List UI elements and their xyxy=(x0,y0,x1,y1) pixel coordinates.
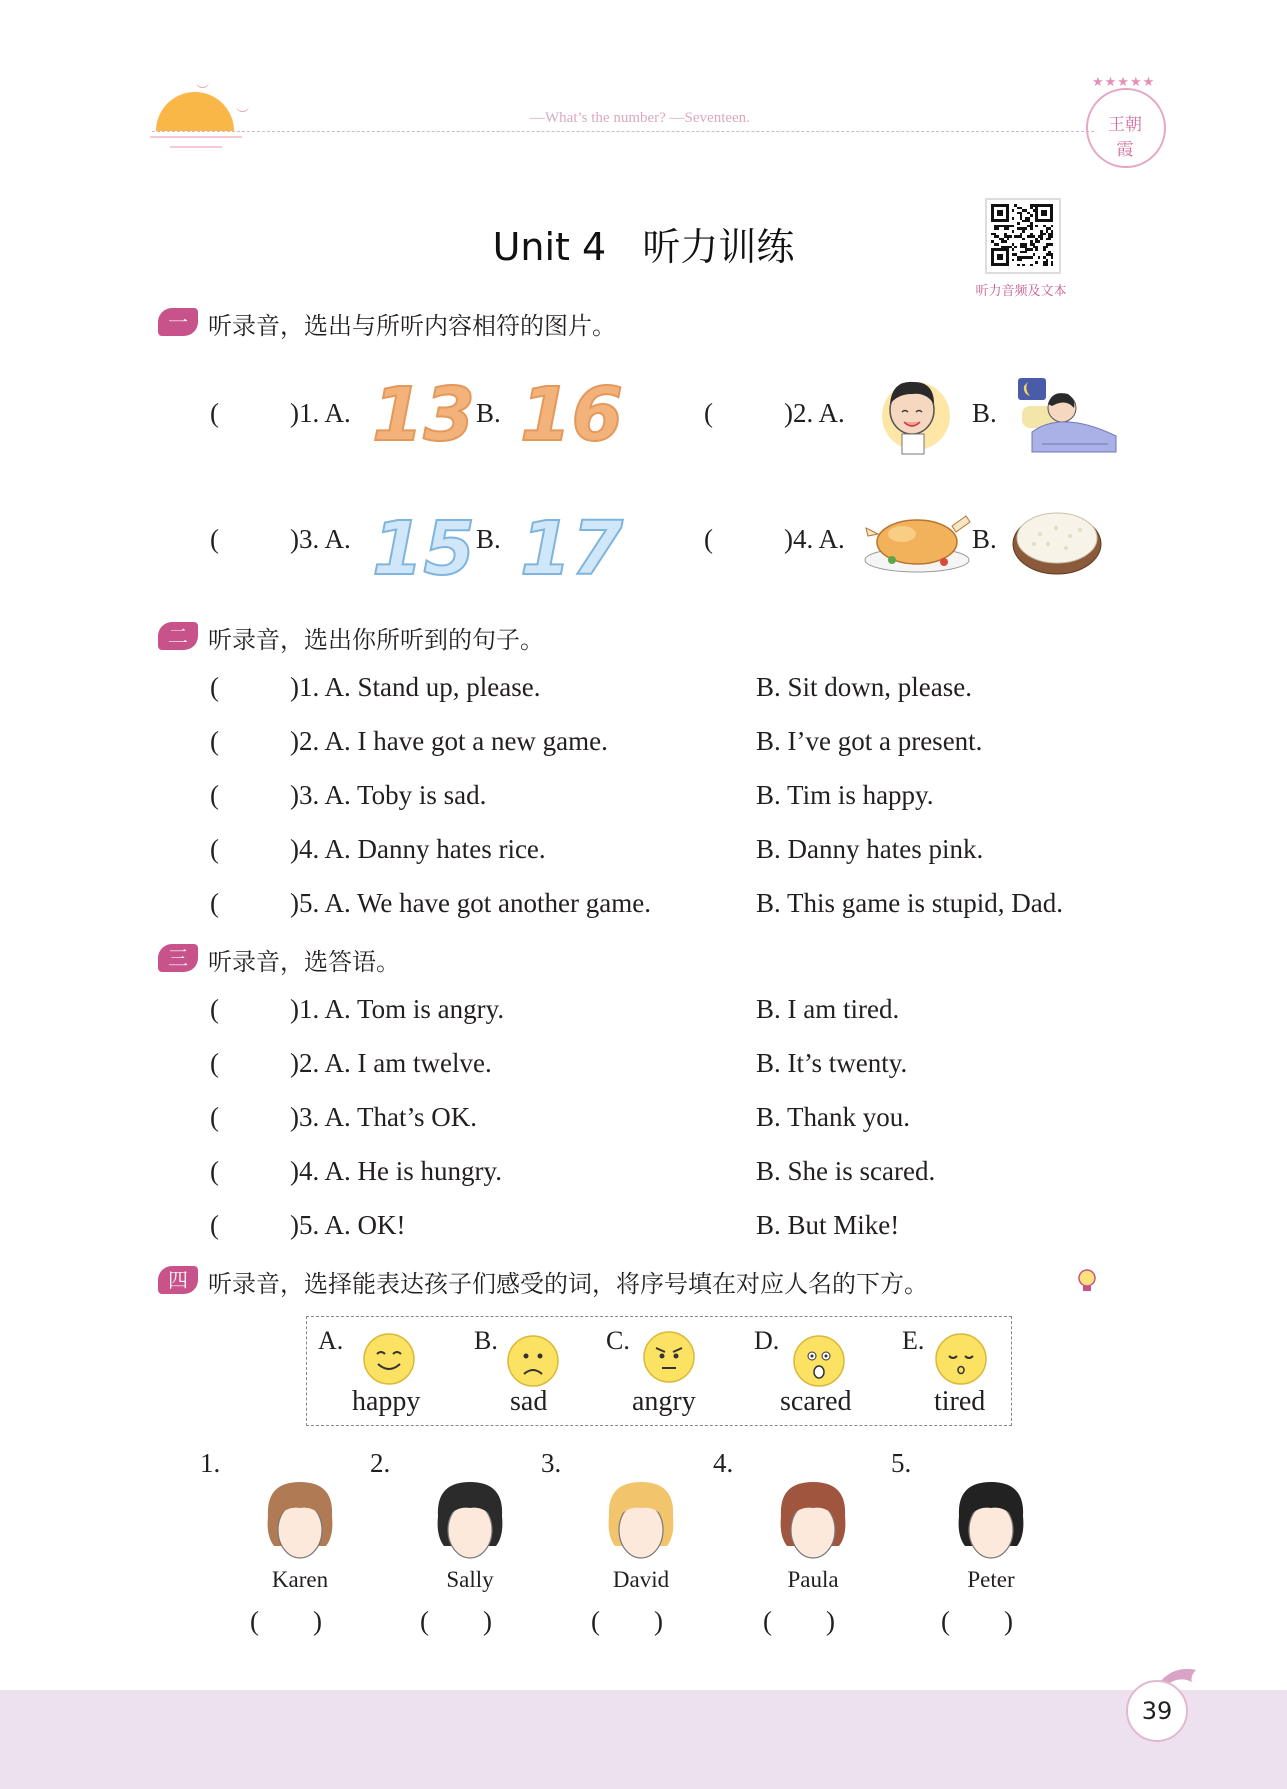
answer-paren[interactable]: ( xyxy=(210,672,219,702)
section-instruction: 听录音，选择能表达孩子们感受的词，将序号填在对应人名的下方。 xyxy=(208,1270,928,1298)
option-a: )4. A. Danny hates rice. xyxy=(290,834,546,864)
qr-module xyxy=(1043,233,1046,236)
qr-module xyxy=(1035,261,1038,264)
feeling-letter: C. xyxy=(606,1326,630,1355)
qr-module xyxy=(1051,243,1054,246)
kid-name: Paula xyxy=(787,1567,839,1592)
section-number: 二 xyxy=(158,622,198,650)
feeling-word: tired xyxy=(934,1386,986,1417)
option-a: )3. A. Toby is sad. xyxy=(290,780,487,810)
feeling-letter: A. xyxy=(318,1326,344,1355)
qr-module xyxy=(1051,264,1054,267)
qr-caption: 听力音频及文本 xyxy=(975,284,1067,299)
qr-module xyxy=(1030,248,1033,251)
question-number: 4. xyxy=(793,524,814,554)
kid-name: Peter xyxy=(967,1567,1015,1592)
feeling-word: angry xyxy=(632,1386,696,1417)
logo-text: 王朝霞 xyxy=(1108,115,1142,160)
answer-paren[interactable]: ( xyxy=(210,1048,219,1078)
feeling-word: happy xyxy=(352,1386,421,1417)
option-label: A. xyxy=(818,398,845,428)
option-label: B. xyxy=(972,398,997,428)
qr-module xyxy=(1038,256,1041,259)
qr-module xyxy=(1030,256,1033,259)
qr-module xyxy=(1007,227,1010,230)
header-dashed-line xyxy=(152,131,1094,132)
section-number: 四 xyxy=(158,1266,198,1294)
horizon-line xyxy=(150,136,242,138)
section-number: 一 xyxy=(158,308,198,336)
roast-chicken-picture xyxy=(862,504,972,576)
answer-paren[interactable]: ( xyxy=(210,726,219,756)
answer-paren[interactable]: ( xyxy=(210,398,219,428)
tired-face-icon xyxy=(934,1332,988,1386)
qr-module xyxy=(1025,251,1028,254)
kid-portrait xyxy=(260,1476,340,1566)
option-b: B. Danny hates pink. xyxy=(756,834,984,864)
feeling-word: scared xyxy=(780,1386,852,1417)
kid-number: 5. xyxy=(891,1448,912,1478)
qr-code[interactable] xyxy=(985,198,1061,274)
qr-module xyxy=(1009,235,1012,238)
section-instruction: 听录音，选答语。 xyxy=(208,948,400,976)
option-a: )1. A. Stand up, please. xyxy=(290,672,541,702)
section-instruction: 听录音，选出你所听到的句子。 xyxy=(208,626,544,654)
number-16-picture: 16 xyxy=(520,372,623,458)
question-number: 1. xyxy=(299,398,320,428)
number-17-picture: 17 xyxy=(520,506,623,592)
qr-module xyxy=(996,243,999,246)
kid-number: 4. xyxy=(713,1448,734,1478)
kid-name: Karen xyxy=(271,1567,329,1592)
question-number: 2. xyxy=(793,398,814,428)
qr-module xyxy=(1014,246,1017,249)
qr-finder-pattern xyxy=(991,204,1009,222)
qr-module xyxy=(1051,235,1054,238)
option-label: B. xyxy=(476,524,501,554)
option-a: )3. A. That’s OK. xyxy=(290,1102,477,1132)
horizon-line xyxy=(170,146,222,148)
qr-module xyxy=(1035,248,1038,251)
option-label: A. xyxy=(324,398,351,428)
section-number: 三 xyxy=(158,944,198,972)
qr-module xyxy=(1012,225,1015,228)
option-b: B. I’ve got a present. xyxy=(756,726,983,756)
option-label: B. xyxy=(972,524,997,554)
page-title: Unit 4 听力训练 xyxy=(492,225,795,269)
answer-paren[interactable]: ( xyxy=(210,834,219,864)
option-b: B. Thank you. xyxy=(756,1102,910,1132)
kid-number: 3. xyxy=(541,1448,562,1478)
qr-module xyxy=(1022,238,1025,241)
answer-paren[interactable]: ( ) xyxy=(941,1606,1013,1636)
bottom-decoration-band xyxy=(0,1690,1287,1789)
qr-finder-pattern xyxy=(1035,204,1053,222)
sad-face-icon xyxy=(506,1334,560,1388)
qr-module xyxy=(1020,259,1023,262)
answer-paren[interactable]: ( ) xyxy=(763,1606,835,1636)
option-label: B. xyxy=(476,398,501,428)
option-b: B. I am tired. xyxy=(756,994,900,1024)
qr-module xyxy=(1048,238,1051,241)
answer-paren[interactable]: ( xyxy=(704,398,713,428)
option-b: B. But Mike! xyxy=(756,1210,900,1240)
angry-face-icon xyxy=(642,1330,696,1384)
answer-paren[interactable]: ( xyxy=(210,1210,219,1240)
qr-module xyxy=(1033,209,1036,212)
kid-name: Sally xyxy=(446,1567,494,1592)
answer-paren[interactable]: ( xyxy=(210,780,219,810)
option-a: )5. A. We have got another game. xyxy=(290,888,651,918)
qr-module xyxy=(1025,227,1028,230)
qr-module xyxy=(1046,246,1049,249)
answer-paren[interactable]: ( ) xyxy=(250,1606,322,1636)
page-number: 39 xyxy=(1126,1680,1188,1742)
question-number: 3. xyxy=(299,524,320,554)
qr-module xyxy=(996,227,999,230)
answer-paren[interactable]: ( xyxy=(210,1156,219,1186)
option-b: B. This game is stupid, Dad. xyxy=(756,888,1063,918)
qr-module xyxy=(1035,225,1038,228)
qr-module xyxy=(1033,253,1036,256)
answer-paren[interactable]: ( ) xyxy=(420,1606,492,1636)
option-a: )2. A. I have got a new game. xyxy=(290,726,608,756)
option-b: B. Tim is happy. xyxy=(756,780,934,810)
option-a: )5. A. OK! xyxy=(290,1210,406,1240)
star-icon: ★★★★★ xyxy=(1092,75,1156,90)
answer-paren[interactable]: ( xyxy=(210,524,219,554)
section-instruction: 听录音，选出与所听内容相符的图片。 xyxy=(208,312,616,340)
qr-module xyxy=(1012,209,1015,212)
feeling-letter: E. xyxy=(902,1326,925,1355)
smiling-boy-picture xyxy=(872,370,954,458)
answer-paren[interactable]: ( xyxy=(704,524,713,554)
qr-module xyxy=(1012,230,1015,233)
qr-module xyxy=(1051,225,1054,228)
option-b: B. It’s twenty. xyxy=(756,1048,908,1078)
option-a: )1. A. Tom is angry. xyxy=(290,994,505,1024)
feeling-letter: B. xyxy=(474,1326,498,1355)
kid-portrait xyxy=(951,1476,1031,1566)
answer-paren[interactable]: ( xyxy=(210,1102,219,1132)
number-13-picture: 13 xyxy=(372,372,475,458)
option-a: )4. A. He is hungry. xyxy=(290,1156,502,1186)
qr-module xyxy=(1004,240,1007,243)
kid-number: 1. xyxy=(200,1448,221,1478)
kid-number: 2. xyxy=(370,1448,391,1478)
qr-module xyxy=(1033,204,1036,207)
answer-paren[interactable]: ( xyxy=(210,888,219,918)
qr-module xyxy=(1012,248,1015,251)
option-label: A. xyxy=(818,524,845,554)
kid-portrait xyxy=(430,1476,510,1566)
sleeping-child-picture xyxy=(1012,372,1124,458)
sun-decoration xyxy=(156,92,234,131)
option-b: B. Sit down, please. xyxy=(756,672,972,702)
feeling-letter: D. xyxy=(754,1326,780,1355)
option-label: A. xyxy=(324,524,351,554)
qr-module xyxy=(1030,214,1033,217)
bird-icon: ︶ xyxy=(236,108,250,123)
qr-module xyxy=(1007,238,1010,241)
qr-module xyxy=(1022,230,1025,233)
qr-module xyxy=(1030,264,1033,267)
happy-face-icon xyxy=(362,1332,416,1386)
kid-portrait xyxy=(601,1476,681,1566)
kid-portrait xyxy=(773,1476,853,1566)
answer-paren[interactable]: ( xyxy=(210,994,219,1024)
qr-finder-pattern xyxy=(991,248,1009,266)
qr-module xyxy=(1030,227,1033,230)
option-b: B. She is scared. xyxy=(756,1156,936,1186)
qr-module xyxy=(1043,248,1046,251)
scared-face-icon xyxy=(792,1334,846,1388)
question-paren-close: ) xyxy=(290,398,299,428)
qr-module xyxy=(1017,222,1020,225)
qr-module xyxy=(1038,240,1041,243)
qr-module xyxy=(1040,238,1043,241)
qr-module xyxy=(1022,264,1025,267)
kid-name: David xyxy=(612,1567,670,1592)
feeling-word: sad xyxy=(510,1386,548,1417)
bird-icon: ︶ xyxy=(196,84,210,99)
question-paren-close: ) xyxy=(784,398,793,428)
rice-bowl-picture xyxy=(1010,504,1104,576)
qr-module xyxy=(1017,264,1020,267)
question-paren-close: ) xyxy=(290,524,299,554)
qr-module xyxy=(1012,259,1015,262)
option-a: )2. A. I am twelve. xyxy=(290,1048,492,1078)
lightbulb-icon xyxy=(1076,1268,1098,1294)
header-running-text: —What’s the number? —Seventeen. xyxy=(530,110,750,126)
qr-module xyxy=(1012,217,1015,220)
question-paren-close: ) xyxy=(784,524,793,554)
number-15-picture: 15 xyxy=(372,506,475,592)
qr-module xyxy=(1051,256,1054,259)
qr-module xyxy=(1046,264,1049,267)
answer-paren[interactable]: ( ) xyxy=(591,1606,663,1636)
